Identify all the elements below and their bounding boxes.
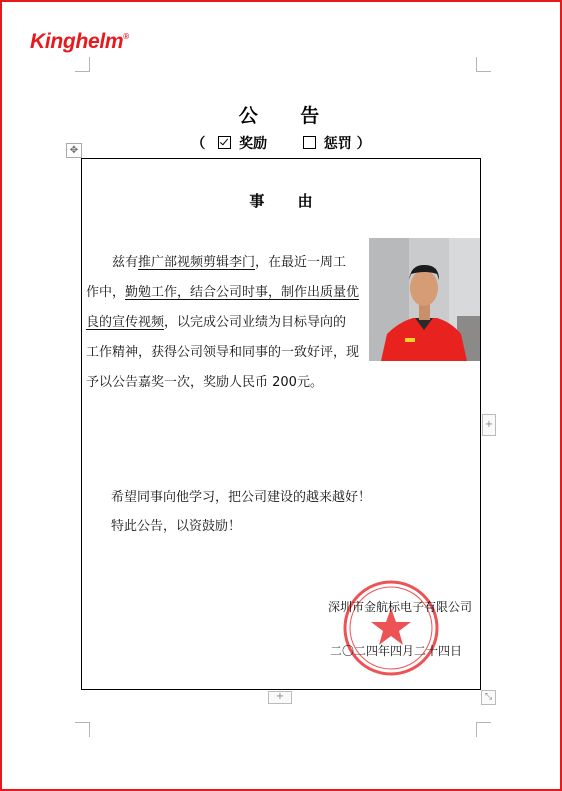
penalty-label: 惩罚 — [323, 136, 352, 152]
crop-mark-top-left — [75, 57, 90, 72]
body-line-3: 良的宣传视频，以完成公司业绩为目标导向的 — [86, 315, 347, 330]
crop-mark-bottom-left — [75, 722, 90, 737]
crop-mark-top-right — [476, 57, 491, 72]
body-line-4: 工作精神，获得公司领导和同事的一致好评，现 — [86, 345, 360, 360]
paren-close: ） — [356, 136, 371, 152]
notice-body — [86, 248, 368, 338]
table-move-handle-icon[interactable]: ✥ — [66, 143, 82, 158]
penalty-checkbox[interactable] — [303, 136, 316, 149]
section-heading: 事 由 — [249, 192, 327, 210]
table-resize-icon[interactable]: ⤡ — [481, 690, 496, 705]
add-row-icon[interactable]: + — [268, 691, 292, 704]
company-seal-stamp — [341, 578, 441, 678]
body-line-5: 予以公告嘉奖一次，奖励人民币 200元。 — [86, 375, 323, 390]
reward-label: 奖励 — [239, 136, 268, 152]
logo-registered-mark: ® — [123, 32, 129, 41]
company-logo — [30, 30, 129, 54]
employee-photo — [369, 238, 480, 361]
crop-mark-bottom-right — [476, 722, 491, 737]
paren-open: （ — [191, 136, 206, 152]
notice-title: 公 告 — [238, 105, 338, 127]
employee-name: 推广部视频剪辑李门 — [138, 255, 256, 270]
reward-checkbox[interactable] — [218, 136, 231, 149]
closing-line-1: 希望同事向他学习，把公司建设的越来越好！ — [111, 490, 372, 505]
signature-company: 深圳市金航标电子有限公司 — [328, 600, 473, 614]
achievement-text: 勤勉工作，结合公司时事，制作出质量优 — [125, 285, 360, 300]
logo-text: Kinghelm — [30, 30, 124, 53]
notice-type-selector — [0, 133, 562, 153]
add-column-icon[interactable]: + — [482, 414, 496, 436]
closing-line-2: 特此公告，以资鼓励！ — [111, 519, 242, 534]
body-line-1: 兹有推广部视频剪辑李门，在最近一周工 — [112, 255, 347, 270]
body-line-2: 作中，勤勉工作，结合公司时事，制作出质量优 — [86, 285, 360, 300]
achievement-text-cont: 良的宣传视频 — [86, 315, 165, 330]
signature-date: 二〇二四年四月二十四日 — [330, 644, 463, 658]
